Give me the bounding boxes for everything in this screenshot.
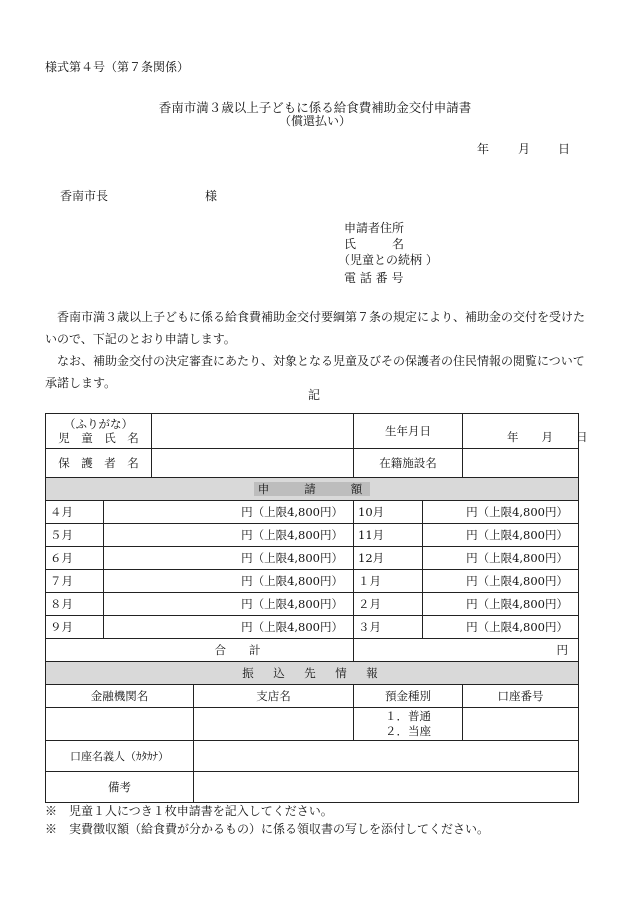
month-label: ６月: [46, 547, 104, 570]
facility-label: 在籍施設名: [354, 449, 463, 478]
month-label: 10月: [354, 501, 423, 524]
body-paragraph-1: 香南市満３歳以上子どもに係る給食費補助金交付要綱第７条の規定により、補助金の交付を受けたいので、下記のとおり申請します。: [45, 310, 586, 346]
body-paragraph-2: なお、補助金交付の決定審査にあたり、対象となる児童及びその保護者の住民情報の閲覧について承諾します。: [45, 354, 585, 390]
furigana-label: （ふりがな）: [64, 417, 133, 431]
amount-input[interactable]: 円（上限4,800円）: [423, 501, 579, 524]
child-name-label: 児 童 氏 名: [58, 431, 139, 445]
request-amount-label: 申 請 額: [254, 482, 371, 496]
month-label: ９月: [46, 616, 104, 639]
month-label: ７月: [46, 570, 104, 593]
page-subtitle: （償還払い）: [278, 114, 351, 128]
remarks-label: 備考: [46, 772, 194, 803]
facility-input[interactable]: [463, 449, 579, 478]
birth-date-ymd: 年 月 日: [507, 430, 588, 444]
branch-name-header: 支店名: [194, 685, 354, 708]
remarks-input[interactable]: [194, 772, 579, 803]
account-type-ordinary[interactable]: １．普通: [385, 709, 431, 723]
amount-input[interactable]: 円（上限4,800円）: [104, 524, 354, 547]
transfer-info-section: 振 込 先 情 報: [46, 662, 579, 685]
account-type-header: 預金種別: [354, 685, 463, 708]
form-number: 様式第４号（第７条関係）: [45, 60, 190, 74]
ki-label: 記: [308, 388, 321, 402]
account-type-checking[interactable]: ２．当座: [385, 724, 431, 738]
month-label: ３月: [354, 616, 423, 639]
amount-input[interactable]: 円（上限4,800円）: [423, 593, 579, 616]
total-label: 合 計: [46, 639, 354, 662]
applicant-phone-label: 電 話 番 号: [344, 271, 404, 285]
date-year-label: 年: [477, 142, 490, 156]
month-label: 12月: [354, 547, 423, 570]
account-number-header: 口座番号: [463, 685, 579, 708]
bank-name-input[interactable]: [46, 708, 194, 741]
total-input[interactable]: 円: [354, 639, 579, 662]
applicant-address-label: 申請者住所: [344, 221, 405, 235]
date-month-label: 月: [518, 142, 531, 156]
addressee-honorific: 様: [205, 189, 218, 203]
month-label: １月: [354, 570, 423, 593]
bank-name-header: 金融機関名: [46, 685, 194, 708]
note-1: ※ 児童１人につき１枚申請書を記入してください。: [45, 804, 333, 818]
account-number-input[interactable]: [463, 708, 579, 741]
guardian-input[interactable]: [152, 449, 354, 478]
child-name-label-cell: [46, 414, 152, 449]
month-label: ８月: [46, 593, 104, 616]
amount-input[interactable]: 円（上限4,800円）: [104, 616, 354, 639]
amount-input[interactable]: 円（上限4,800円）: [423, 524, 579, 547]
amount-input[interactable]: 円（上限4,800円）: [104, 501, 354, 524]
account-type-options[interactable]: [354, 708, 463, 741]
amount-input[interactable]: 円（上限4,800円）: [423, 547, 579, 570]
birth-date-label: 生年月日: [354, 414, 463, 449]
date-day-label: 日: [558, 142, 571, 156]
child-name-input[interactable]: [152, 414, 354, 449]
amount-input[interactable]: 円（上限4,800円）: [104, 593, 354, 616]
birth-date-input[interactable]: [463, 414, 588, 449]
month-label: ２月: [354, 593, 423, 616]
application-table: [45, 413, 588, 803]
amount-input[interactable]: 円（上限4,800円）: [423, 570, 579, 593]
request-amount-section: [46, 478, 579, 501]
account-holder-label: 口座名義人（ｶﾀｶﾅ）: [46, 741, 194, 772]
page-title: 香南市満３歳以上子どもに係る給食費補助金交付申請書: [158, 100, 472, 115]
applicant-relation-label: （児童との続柄 ）: [338, 253, 438, 267]
month-label: ４月: [46, 501, 104, 524]
amount-input[interactable]: 円（上限4,800円）: [423, 616, 579, 639]
applicant-name-label: 氏 名: [344, 237, 405, 251]
branch-name-input[interactable]: [194, 708, 354, 741]
month-label: 11月: [354, 524, 423, 547]
note-2: ※ 実費徴収額（給食費が分かるもの）に係る領収書の写しを添付してください。: [45, 822, 490, 836]
guardian-label: 保 護 者 名: [46, 449, 152, 478]
month-label: ５月: [46, 524, 104, 547]
account-holder-input[interactable]: [194, 741, 579, 772]
amount-input[interactable]: 円（上限4,800円）: [104, 547, 354, 570]
amount-input[interactable]: 円（上限4,800円）: [104, 570, 354, 593]
addressee-name: 香南市長: [60, 189, 109, 203]
